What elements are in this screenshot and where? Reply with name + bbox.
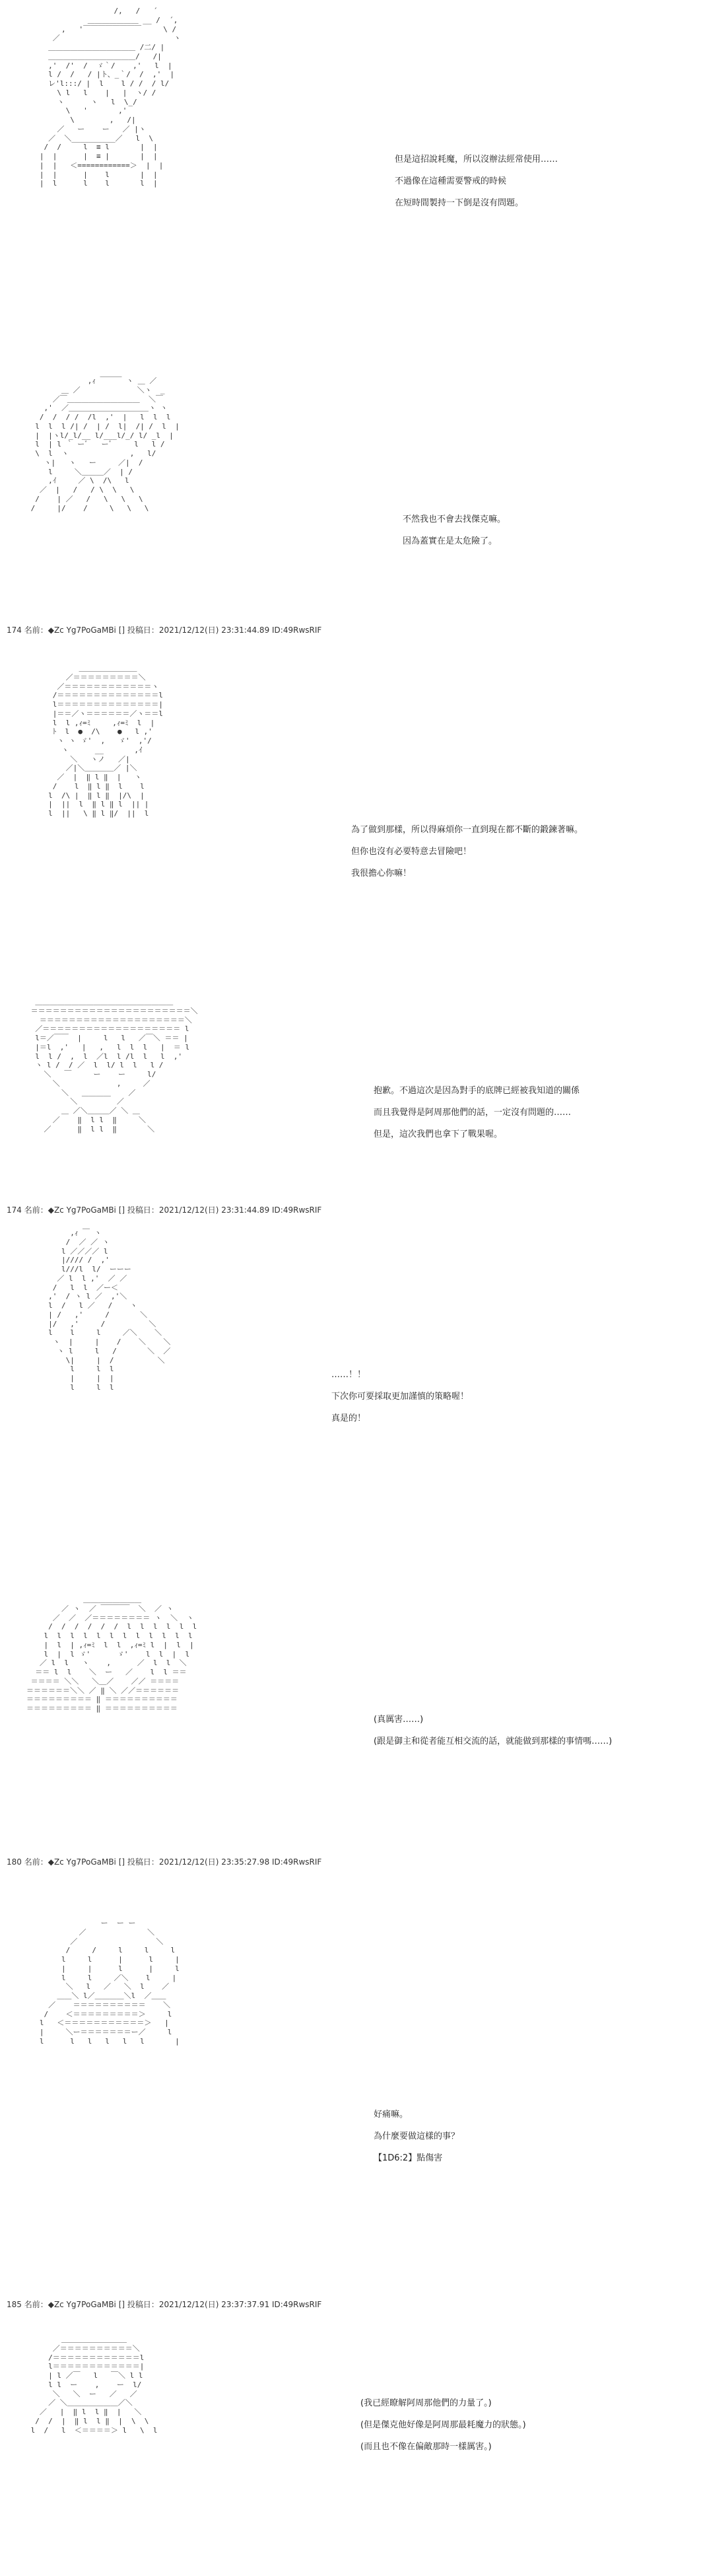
dialog-line: 我很擔心你嘛！ (351, 869, 412, 878)
dialog-line: (但是傑克他好像是阿周那最耗魔力的狀態。) (360, 2420, 526, 2430)
dialog-line: 但你也沒有必要特意去冒險吧！ (351, 847, 472, 857)
dialog-line: 在短時間製持一下倒是沒有問題。 (395, 198, 524, 208)
ascii-art: ,ｨ ￣ ヽ / ／ ／ ヽ l ／／／／ l |//// / ,' l///l l/ ーーー ／ l l ,' ／ ／ / l l ／ー＜ ,' / ヽ l ／ ,'＼ l / l ／ / ヽ | / ,' / ＼ |/ ,' / ＼ l l l ／＼ ＼ ヽ | | / ＼ ＼ ヽ l l / ＼ ／ \| | / ＼ l l l | | | l l l (48, 1229, 171, 1392)
dialog-line: 不過像在這種需要警戒的時候 (395, 176, 507, 186)
ascii-art: ＿＿＿＿＿＿＿＿＿＿＿＿＿＿＿＿＿＿＿ ＝＝＝＝＝＝＝＝＝＝＝＝＝＝＝＝＝＝＝＝＝＝＼ ＝＝＝＝＝＝＝＝＝＝＝＝＝＝＝＝＝＝＝＝＼ ／＝＝＝＝＝＝＝＝＝＝＝＝＝＝＝＝＝＝＝ l l＝／￣￣ | l l ／￣＼ ＝＝ | |＝l ,' | , l l l | ＝ l l l / , l ／l l /l l l ,' ヽ l / / ／ l l/ l l l / ＼ ￣ ー ー l/ ＼ , ／ ＼ ＿＿＿＿ ／ ＼ ／ ＿ ／＼＿＿＿／ ＼ ＿ ／ ‖ l l ‖ ＼ ／ ‖ l l ‖ ＼ (30, 997, 198, 1133)
dialog-block (351, 822, 583, 888)
dialog-line: (而且也不像在偏敵那時一樣厲害。) (360, 2442, 492, 2452)
dialog-line: 但是，這次我們也拿下了戰果喔。 (374, 1129, 503, 1139)
dialog-line: ……！！ (331, 1370, 366, 1380)
dialog-block (395, 152, 558, 217)
post-header: 180 名前：◆Zc Yg7PoGaMBi [] 投稿日：2021/12/12(日) 23:35:27.98 ID:49RwsRIF (7, 1857, 322, 1867)
dialog-line: (真厲害……) (374, 1715, 424, 1725)
dialog-block (360, 2396, 526, 2461)
dialog-line: (跟是御主和從者能互相交流的話，就能做到那樣的事情嗎……) (374, 1736, 613, 1746)
dialog-line: (我已經瞭解阿周那他們的力量了。) (360, 2398, 492, 2408)
ascii-art: ＿＿＿＿＿＿＿＿ ／＝＝＝＝＝＝＝＝＝＼ ／＝＝＝＝＝＝＝＝＝＝＝＝ヽ /＝＝＝＝＝＝＝＝＝＝＝＝＝＝l l＝＝＝＝＝＝＝＝＝＝＝＝＝＝| |＝＝／ヽ＝＝＝＝＝＝／ヽ＝＝l l l ,ｨ=ﾐ ,ｨ=ﾐ l | ﾄ l ● /\ ● l ,' ヽ ヽ ゞ' , ゞ' ,'/ ヽ __ ,ｲ ＼ ヽノ ／| ／|＼＿＿＿＿／ |＼ ／ | ‖ l ‖ | ヽ / l ‖ l ‖ l l l /\ | ‖ l ‖ |/\ | | || l ‖ l ‖ l || | l || \ ‖ l ‖/ || l (48, 664, 163, 818)
dialog-line: 真是的！ (331, 1413, 366, 1423)
dialog-block (331, 1367, 469, 1433)
post-header: 174 名前：◆Zc Yg7PoGaMBi [] 投稿日：2021/12/12(日) 23:31:44.89 ID:49RwsRIF (7, 626, 322, 635)
dialog-line: 因為蓋實在是太危險了。 (403, 536, 498, 546)
dialog-line: 但是這招說耗魔，所以沒辦法經常使用…… (395, 155, 558, 164)
dialog-line: 為什麼要做這樣的事？ (374, 2131, 460, 2141)
ascii-art: ー ー ー ／ ＼ ／ ＼ / / l l l l l | l | | | l | l l l ／＼ l | ＼ l ／ ＼ l ／ ＿＿＼ l／＿＿＿＿＼l ／＿＿ ／ ＝＝＝＝＝＝＝＝＝＝ ＼ / ＜＝＝＝＝＝＝＝＝＝＞ l l ＜＝＝＝＝＝＝＝＝＝＝＝＞ | | ＼ー＝＝＝＝＝＝＝ー／ l l l l l l l | (39, 1919, 180, 2046)
ascii-art: ＿＿＿＿＿＿＿＿＿ ／＝＝＝＝＝＝＝＝＝＝＼ /＝＝＝＝＝＝＝＝＝＝＝＝l l＝＝＝＝＝＝＝＝＝＝＝＝| | l ／￣ l ￣＼ l l l l ー , ー l/ ＼ ＼ ー ／ ／ ／ ＼＿＿＿＿＿＿＿／＼ ／ | ‖ l l ‖ | ＼ / / | ‖ l l ‖ | \ \ l / l ＜＝＝＝＝＞ l \ l (30, 2335, 158, 2435)
dialog-line: 而且我覺得是阿周那他們的話，一定沒有問題的…… (374, 1108, 572, 1118)
dialog-block (374, 1712, 612, 1756)
dialog-block (374, 2107, 459, 2172)
dialog-line: 為了做到那樣，所以得麻煩你一直到現在都不斷的鍛鍊著嘛。 (351, 825, 584, 835)
ascii-art: ＿＿＿＿＿＿＿＿ ／ ヽ ／ ￣￣￣￣ ＼ ／ ヽ ／ ／ ／＝＝＝＝＝＝＝＝ ヽ ＼ ヽ / / / / / / l l l l l l l l l l l l l l l l l l | l | ,ｨ=ﾐ l l ,ｨ=ﾐ l | l | l | l ゞ' ゞ' l l | l ／ l l ヽ , ／ l l ＼ ＝＝ l l ＼ ー ／ l l ＝＝ ＝＝＝＝ ＼＼ ＼＿／ ／／ ＝＝＝＝ ＝＝＝＝＝＝＼＼ ／ ‖ ＼ ／／＝＝＝＝＝＝ ＝＝＝＝＝＝＝＝＝ ‖ ＝＝＝＝＝＝＝＝＝＝ ＝＝＝＝＝＝＝＝＝ ‖ ＝＝＝＝＝＝＝＝＝＝ (26, 1595, 197, 1713)
dialog-block (374, 1083, 580, 1149)
dialog-line: 不然我也不會去找傑克嘛。 (403, 515, 506, 524)
dialog-line: 【1D6:2】點傷害 (374, 2153, 443, 2163)
dialog-block (403, 512, 506, 555)
dialog-line: 好痛嘛。 (374, 2110, 409, 2120)
dialog-line: 抱歉。不過這次是因為對手的底牌已經被我知道的關係 (374, 1086, 580, 1096)
post-header: 185 名前：◆Zc Yg7PoGaMBi [] 投稿日：2021/12/12(日) 23:37:37.91 ID:49RwsRIF (7, 2300, 322, 2309)
post-header: 174 名前：◆Zc Yg7PoGaMBi [] 投稿日：2021/12/12(日) 23:31:44.89 ID:49RwsRIF (7, 1205, 322, 1215)
ascii-art: ,ｨ ￣￣￣ ヽ ＿ ／ ＿ ／ ＼ヽ _ ／￣＿＿＿＿＿＿＿＿＿＿ ＼￣ ,' ／＿＿＿＿＿＿＿＿＿＿＿ヽ ヽ / / / / /l ,' | l l l l l l /| / | / l| /| / l | | |ヽl/_l/__ l/___l/_/ l/ _l | l | l ｀ ーﾞ ーﾞ l l / \ l ヽ , l/ ヽ| ヽ ー ／| / l ＼＿＿＿／ | / ,ｲ ／ \ /\ l ／ | / / \ \ \ / | ／ / \ \ \ / |/ / \ \ \ (30, 376, 180, 513)
ascii-art: /, / ´ ＿＿＿＿＿＿＿ __ / ´, , '￣￣￣￣￣￣￣￣ \ / ／ ヽ ＿＿＿＿＿＿＿＿＿＿＿＿ /二/ | ＿＿＿＿＿＿＿＿＿＿＿＿/ /| ,' /' / ゞ｀/ ,' l | l / / / |ト、_｀/ / ,' | レ'l:::/ | l l / / / l/ \ l l | | ヽ/ / ヽ ヽ l \_/ \ ' ,' \ , /| ／ ー ー ／ |ヽ ／ ＼__________／ l \ / / l ≡ l | | | | | ≡ | | | | | ＜============＞ | | | | | l | | | l l l l | (39, 7, 181, 188)
dialog-line: 下次你可要採取更加謹慎的策略喔！ (331, 1392, 469, 1402)
